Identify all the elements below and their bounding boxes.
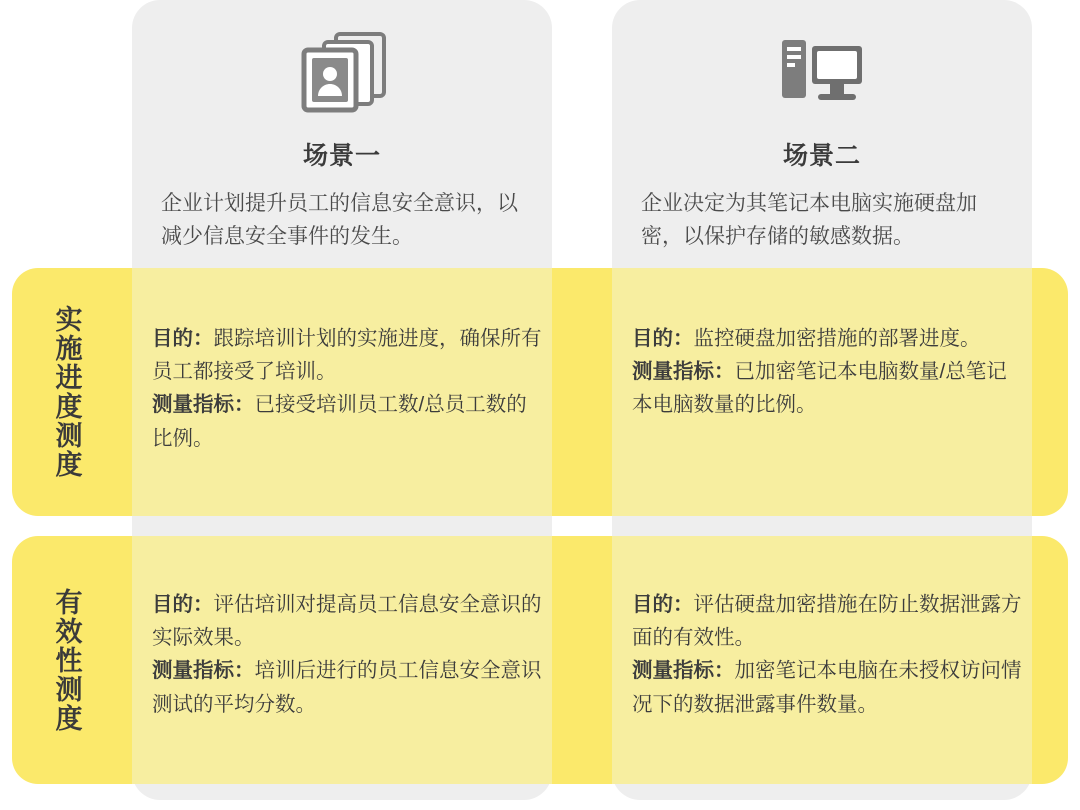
purpose-text: 评估硬盘加密措施在防止数据泄露方面的有效性。 [632, 593, 1022, 650]
cell-metric [152, 388, 544, 454]
cell-metric [632, 654, 1024, 720]
row-label-text: 实施进度测度 [51, 305, 82, 479]
purpose-label: 目的： [632, 327, 694, 350]
cell-s2r1 [632, 322, 1024, 422]
purpose-label: 目的： [632, 593, 694, 616]
scenario-header-1 [132, 8, 552, 260]
cell-s1r1 [152, 322, 544, 455]
scenario-title-2: 场景二 [782, 142, 861, 170]
cell-metric [632, 355, 1024, 421]
metric-label: 测量指标： [152, 393, 255, 417]
scenario-description-2: 企业决定为其笔记本电脑实施硬盘加密，以保护存储的敏感数据。 [641, 192, 977, 248]
scenario-title-1: 场景一 [302, 142, 381, 170]
row-label-text: 有效性测度 [51, 587, 82, 733]
cell-s1r2 [152, 588, 544, 721]
purpose-label: 目的： [152, 593, 214, 616]
scenario-header-2 [612, 8, 1032, 260]
cell-s2r2 [632, 588, 1024, 721]
purpose-text: 跟踪培训计划的实施进度，确保所有员工都接受了培训。 [152, 327, 542, 384]
metric-text: 已加密笔记本电脑数量/总笔记本电脑数量的比例。 [632, 360, 1007, 417]
scenario-description-1: 企业计划提升员工的信息安全意识，以减少信息安全事件的发生。 [161, 192, 518, 248]
purpose-text: 评估培训对提高员工信息安全意识的实际效果。 [152, 593, 542, 650]
metric-label: 测量指标： [152, 659, 255, 683]
id-cards-icon [296, 22, 388, 122]
purpose-label: 目的： [152, 327, 214, 350]
desktop-computer-icon [776, 22, 868, 122]
cell-metric [152, 654, 544, 720]
metric-label: 测量指标： [632, 360, 735, 384]
metric-text: 培训后进行的员工信息安全意识测试的平均分数。 [152, 659, 542, 716]
cell-purpose [152, 588, 544, 654]
row-label-effectiveness [30, 536, 102, 784]
row-label-implementation-progress [30, 268, 102, 516]
metric-label: 测量指标： [632, 659, 735, 683]
cell-purpose [152, 322, 544, 388]
cell-purpose [632, 322, 1024, 355]
cell-purpose [632, 588, 1024, 654]
purpose-text: 监控硬盘加密措施的部署进度。 [693, 327, 981, 350]
metric-text: 已接受培训员工数/总员工数的比例。 [152, 393, 527, 450]
metric-text: 加密笔记本电脑在未授权访问情况下的数据泄露事件数量。 [632, 659, 1022, 716]
